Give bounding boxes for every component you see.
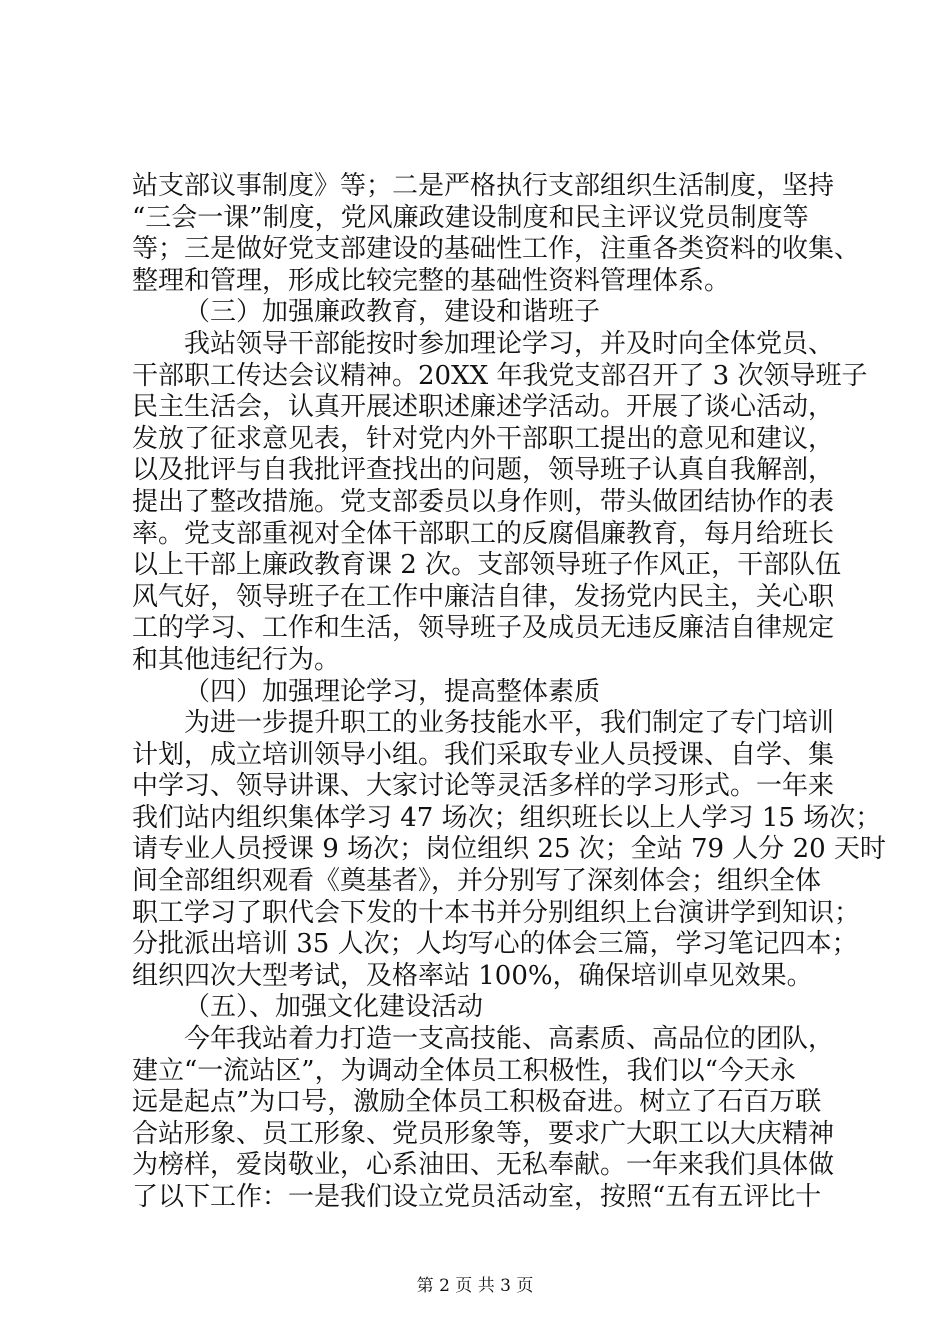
- text-line: 我们站内组织集体学习 47 场次；组织班长以上人学习 15 场次；: [132, 802, 882, 833]
- text-line: 风气好，领导班子在工作中廉洁自律，发扬党内民主，关心职: [132, 581, 835, 612]
- text-line: 建立“一流站区”，为调动全体员工积极性，我们以“今天永: [132, 1055, 796, 1086]
- document-body: [132, 171, 886, 1214]
- text-line: 今年我站着力打造一支高技能、高素质、高品位的团队，: [184, 1024, 835, 1055]
- text-line: 整理和管理，形成比较完整的基础性资料管理体系。: [132, 265, 731, 296]
- text-line: 了以下工作：一是我们设立党员活动室，按照“五有五评比十: [132, 1182, 822, 1212]
- text-line: 为榜样，爱岗敬业，心系油田、无私奉献。一年来我们具体做: [132, 1150, 835, 1181]
- text-line: 为进一步提升职工的业务技能水平，我们制定了专门培训: [184, 708, 835, 739]
- section-heading: （五）、加强文化建设活动: [184, 992, 484, 1023]
- text-line: 职工学习了职代会下发的十本书并分别组织上台演讲学到知识；: [132, 897, 861, 928]
- text-line: 远是起点”为口号，激励全体员工积极奋进。树立了石百万联: [132, 1087, 822, 1118]
- text-line: 干部职工传达会议精神。20XX 年我党支部召开了 3 次领导班子: [132, 360, 868, 391]
- text-line: “三会一课”制度，党风廉政建设制度和民主评议党员制度等: [132, 202, 809, 233]
- text-line: 率。党支部重视对全体干部职工的反腐倡廉教育，每月给班长: [132, 518, 835, 549]
- section-heading: （四）加强理论学习，提高整体素质: [184, 676, 601, 707]
- page-footer: 第 2 页 共 3 页: [416, 1276, 534, 1296]
- text-line: 间全部组织观看《奠基者》，并分别写了深刻体会；组织全体: [132, 866, 822, 897]
- text-line: 中学习、领导讲课、大家讨论等灵活多样的学习形式。一年来: [132, 771, 835, 802]
- text-line: 提出了整改措施。党支部委员以身作则，带头做团结协作的表: [132, 486, 835, 517]
- text-line: 民主生活会，认真开展述职述廉述学活动。开展了谈心活动，: [132, 392, 835, 423]
- text-line: 我站领导干部能按时参加理论学习，并及时向全体党员、: [184, 328, 835, 359]
- text-line: 组织四次大型考试，及格率站 100%，确保培训卓见效果。: [132, 960, 813, 991]
- text-line: 合站形象、员工形象、党员形象等，要求广大职工以大庆精神: [132, 1118, 835, 1149]
- section-heading: （三）加强廉政教育，建设和谐班子: [184, 297, 601, 328]
- text-line: 站支部议事制度》等；二是严格执行支部组织生活制度，坚持: [132, 171, 835, 201]
- text-line: 和其他违纪行为。: [132, 644, 341, 675]
- text-line: 分批派出培训 35 人次；人均写心的体会三篇，学习笔记四本；: [132, 929, 858, 960]
- text-line: 等；三是做好党支部建设的基础性工作，注重各类资料的收集、: [132, 234, 861, 265]
- text-line: 工的学习、工作和生活，领导班子及成员无违反廉洁自律规定: [132, 613, 835, 644]
- text-line: 以及批评与自我批评查找出的问题，领导班子认真自我解剖，: [132, 455, 835, 486]
- text-line: 请专业人员授课 9 场次；岗位组织 25 次；全站 79 人分 20 天时: [132, 834, 886, 865]
- text-line: 发放了征求意见表，针对党内外干部职工提出的意见和建议，: [132, 423, 835, 454]
- text-line: 以上干部上廉政教育课 2 次。支部领导班子作风正，干部队伍: [132, 550, 842, 581]
- text-line: 计划，成立培训领导小组。我们采取专业人员授课、自学、集: [132, 739, 835, 770]
